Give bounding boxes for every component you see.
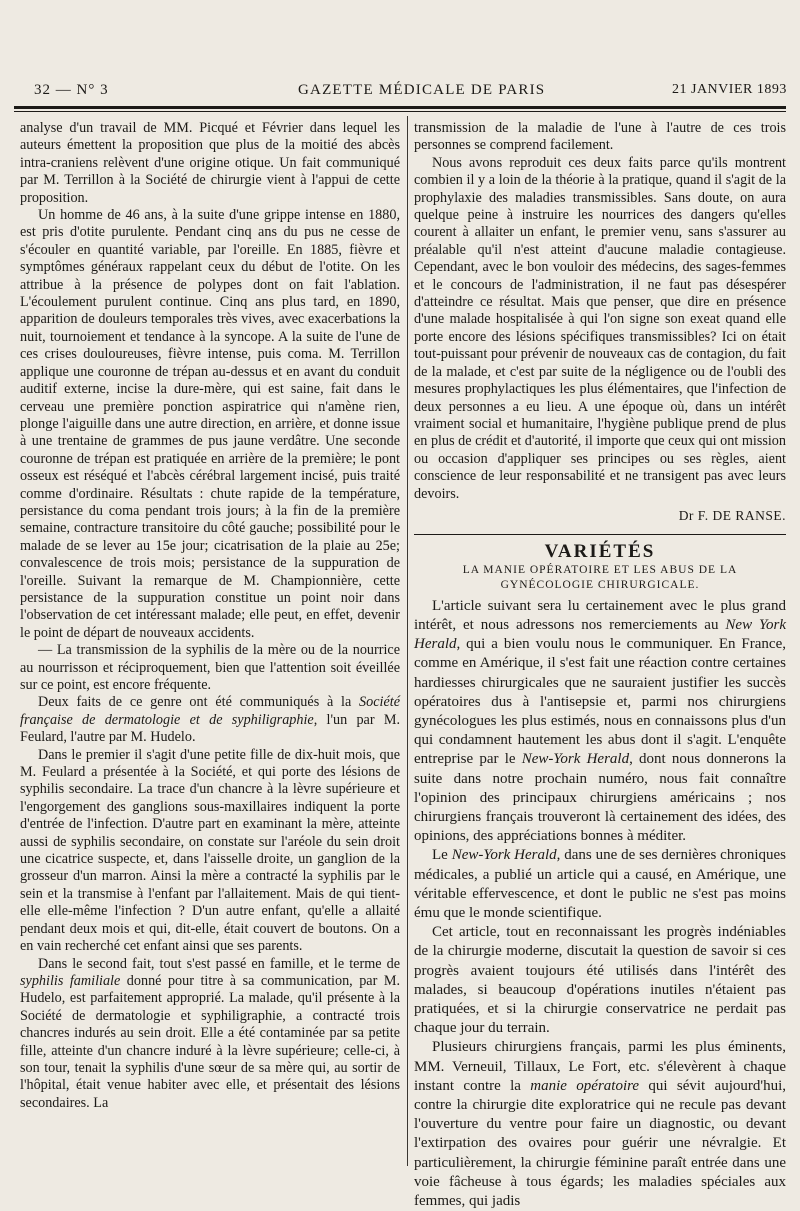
italic-run: New-York Herald (451, 847, 557, 864)
header-rule-thin (14, 111, 786, 112)
header-rule-thick (14, 106, 786, 109)
text-run: Deux faits de ce genre ont été communiqués à la (38, 694, 360, 711)
paragraph: transmission de la maladie de l'une à l'autre de ces trois personnes se comprend facilement. (414, 120, 786, 154)
journal-title: GAZETTE MÉDICALE DE PARIS (298, 82, 546, 98)
headline-line: LA MANIE OPÉRATOIRE ET LES ABUS DE LA (462, 563, 738, 576)
italic-run: syphilis familiale (20, 972, 121, 989)
paragraph: — La transmission de la syphilis de la mère ou de la nourrice au nourrisson et réciproquement, bien que l'attention soit éveillée sur ce point, est encore fréquente. (20, 642, 400, 693)
article-headline (414, 563, 786, 593)
column-divider (407, 116, 408, 1166)
right-column (414, 120, 786, 1211)
text-run: Dans le second fait, tout s'est passé en famille, et le terme de (38, 955, 400, 972)
paragraph (20, 956, 400, 1113)
page-number: 32 — N° 3 (34, 82, 109, 98)
italic-run: New-York Herald (521, 751, 630, 768)
left-column (20, 120, 400, 1112)
paragraph: Cet article, tout en reconnaissant les progrès indéniables de la chirurgie moderne, discutait la question de savoir si ces progrès avaient toujours été utilisés dans l'intérêt des malades, si beaucoup d'opérations inutiles n'étaient pas pratiquées, et si la chirurgie conservatrice ne perdait pas chaque jour du terrain. (414, 924, 786, 1037)
headline-line: GYNÉCOLOGIE CHIRURGICALE. (500, 578, 700, 591)
text-run: Plusieurs chirurgiens français, parmi les plus éminents, MM. Verneuil, Tillaux, Le Fort, etc. s'élevèrent à chaque instant contre la (414, 1039, 786, 1094)
text-run: qui sévit aujourd'hui, contre la chirurgie dite exploratrice qui ne recule pas devant l'ouverture du ventre pour faire un diagnostic, ou devant l'extirpation des ovaires pour guérir une névralgie. Et particulièrement, la chirurgie féminine paraît entrée dans une voie fâcheuse à tous égards; les maladies spéciales aux femmes, qui jadis (414, 1077, 786, 1210)
page-header (0, 78, 800, 106)
text-run: , dont nous donnerons la suite dans notre prochain numéro, nous fait connaître l'opinion des principaux chirurgiens américains ; nos chirurgiens français trouveront là certainement des idées, des opinions, des appréciations bonnes à méditer. (414, 751, 786, 845)
author-signature: Dr F. DE RANSE. (678, 507, 786, 523)
paragraph (414, 846, 786, 923)
text-run: , l'un par M. Feulard, l'autre par M. Hudelo. (20, 711, 400, 746)
text-run: donné pour titre à sa communication, par M. Hudelo, est parfaitement approprié. La malade, qu'il présente à la Société de dermatologie et syphiligraphie, a contracté trois chancres indurés au sein droit. Elle a été contaminée par sa petite fille, atteinte d'un chancre induré à la lèvre supérieure; celle-ci, à son tour, tenait la syphilis d'une sœur de sa mère qui, au sortir de l'hôpital, était venue habiter avec elle, et présentait des lésions secondaires. La (20, 972, 400, 1111)
italic-run: manie opératoire (530, 1077, 640, 1094)
italic-run: New York Herald (414, 616, 786, 653)
article-body (414, 597, 786, 1211)
paragraph: Nous avons reproduit ces deux faits parce qu'ils montrent combien il y a loin de la théorie à la pratique, quand il s'agit de la prophylaxie des maladies transmissibles. Sans doute, on aura quelque peine à instruire les nourrices des dangers qu'elles courent à allaiter un enfant, le premier venu, sans s'assurer au préalable qu'il n'est atteint d'aucune maladie contagieuse. Cependant, avec le bon vouloir des médecins, des sages-femmes et le concours de l'administration, il ne faut pas désespérer d'atteindre ce résultat. Mais que penser, que dire en présence d'une malade hospitalisée à qui l'on signe son exeat quand elle porte encore des lésions spécifiques transmissibles? Ici on était tout-puissant pour prévenir de nouveaux cas de contagion, du fait de la malade, et c'est par suite de la négligence ou de l'oubli des mesures prophylactiques les plus élémentaires, que l'infection de deux personnes a eu lieu. A une époque où, dans un intérêt vraiment social et humanitaire, l'hygiène publique prend de plus en plus de crédit et d'autorité, il importe que ceux qui ont mission ou occasion d'appliquer ses principes ou ses règles, aient conscience de leur responsabilité et ne transigent pas avec leurs devoirs. (414, 154, 786, 502)
section-separator (414, 534, 786, 535)
paragraph: analyse d'un travail de MM. Picqué et Février dans lequel les auteurs émettent la proposition que plus de la moitié des abcès intra-craniens relèvent d'une origine otique. Un fait communiqué par M. Terrillon à la Société de chirurgie vient à l'appui de cette proposition. (20, 120, 400, 206)
paragraph (20, 694, 400, 746)
paragraph: Un homme de 46 ans, à la suite d'une grippe intense en 1880, est pris d'otite purulente. Pendant cinq ans du pus ne cesse de s'écouler en quantité variable, par l'oreille. En 1885, fièvre et symptômes généraux rappelant ceux du début de l'otite. On les attribue à la présence de polypes dont on fait l'ablation. L'écoulement purulent continue. Cinq ans plus tard, en 1890, apparition de douleurs temporales très vives, avec exacerbations la nuit, tournoiement et tendance à la syncope. A la suite de l'une de ces crises douloureuses, fièvre intense, puis coma. M. Terrillon applique une couronne de trépan au-dessus et en avant du conduit auditif externe, incise la dure-mère, qui est saine, fait dans le cerveau une première ponction aspiratrice qui n'amène rien, plonge l'aiguille dans une autre direction, en arrière, et donne issue à une trentaine de grammes de pus jaune verdâtre. Une seconde couronne de trépan est pratiquée en arrière de la première; le pont osseux est réséqué et l'abcès cérébral largement incisé, puis traité comme d'ordinaire. Résultats : chute rapide de la température, persistance du coma pendant trois jours; à la fin de la première semaine, contracture transitoire du côté gauche; possibilité pour le malade de se lever au 15e jour; cicatrisation de la plaie au 25e; convalescence de trois mois; persistance de la suppuration de l'oreille. Suivant la remarque de M. Championnière, cette persistance de la suppuration constitue un point noir dans l'observation de cet intéressant malade; elle peut, en effet, devenir le point de départ de nouveaux accidents. (20, 207, 400, 641)
text-run: , qui a bien voulu nous le communiquer. En France, comme en Amérique, il s'est fait une réaction contre certaines hardiesses chirurgicales que ne sauraient justifier les succès opératoires dus à l'antisepsie et, parmi nos chirurgiens gynécologues les plus estimés, nous en connaissons plus d'un qui condamnent hautement les abus dont il s'agit. L'enquête entreprise par le (414, 636, 786, 768)
paragraph: Dans le premier il s'agit d'une petite fille de dix-huit mois, que M. Feulard a présentée à la Société, et qui porte des lésions de syphilis secondaire. La trace d'un chancre à la lèvre supérieure et l'engorgement des ganglions sous-maxillaires indiquent la porte d'entrée de l'infection. D'autre part en examinant la mère, atteinte aussi de syphilis secondaire, on constate sur l'aréole du sein droit une cicatrice suspecte, et, dans l'aisselle droite, un ganglion de la grosseur d'un marron. Ainsi la mère a contracté la syphilis par le sein et la transmise à l'enfant par l'allaitement. Mais de qui tient-elle elle-même l'infection ? D'un autre enfant, qu'elle a allaité pendant deux mois et qui, dit-elle, était couvert de boutons. On a en vain recherché cet enfant ainsi que ses parents. (20, 746, 400, 955)
text-run: Le (432, 847, 452, 864)
paragraph (414, 1038, 786, 1211)
section-title: VARIÉTÉS (544, 541, 656, 563)
text-run: , dans une de ses dernières chroniques médicales, a publié un article qui a causé, en Amérique, une véritable effervescence, et dont le public ne s'est pas moins ému que le monde scientifique. (414, 847, 786, 921)
text-run: L'article suivant sera lu certainement avec le plus grand intérêt, et nous adressons nos remerciements au (414, 597, 786, 633)
paragraph (414, 597, 786, 847)
italic-run: Société française de dermatologie et de syphiligraphie (20, 694, 400, 728)
issue-date: 21 JANVIER 1893 (672, 82, 787, 97)
